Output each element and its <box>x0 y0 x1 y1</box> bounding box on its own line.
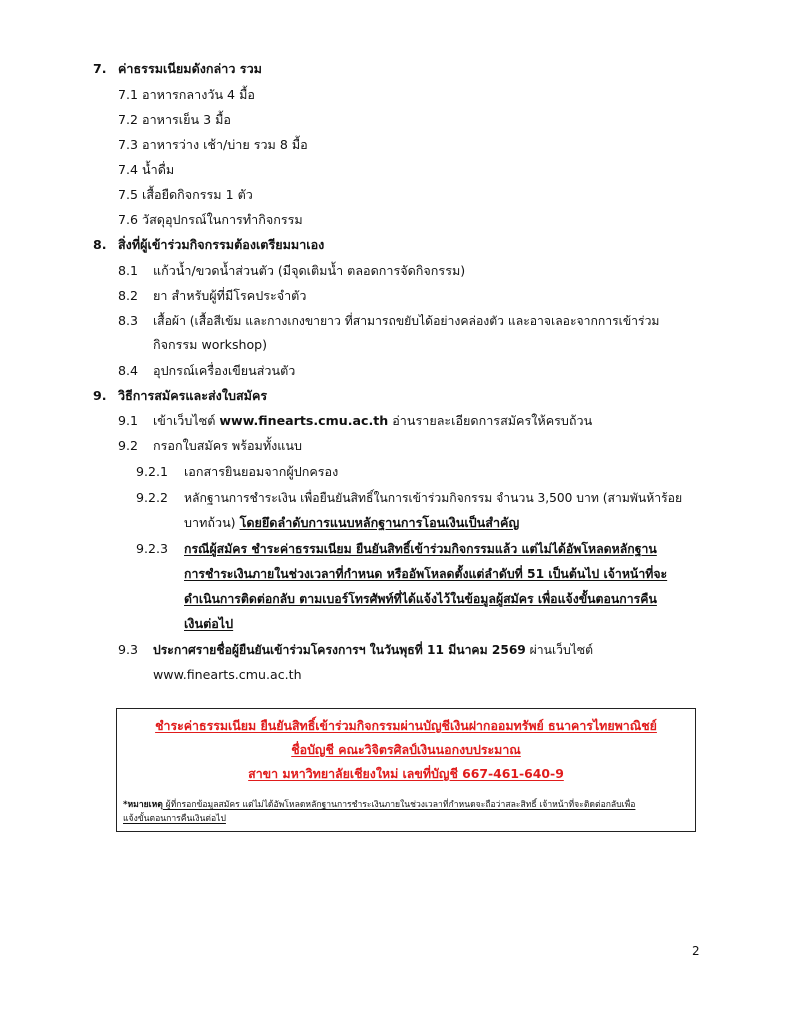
subitem-number: 9.2.1 <box>136 464 169 479</box>
subitem-emphasis-line: กรณีผู้สมัคร ชำระค่าธรรมเนียม ยืนยันสิทธิ์เข้าร่วมกิจกรรมแล้ว แต่ไม่ได้อัพโหลดหลักฐาน <box>184 542 657 556</box>
section-7-item: 7.3 อาหารว่าง เช้า/บ่าย รวม 8 มื้อ <box>118 137 308 152</box>
section-8-item: เสื้อผ้า (เสื้อสีเข้ม และกางเกงขายาว ที่สามารถขยับได้อย่างคล่องตัว และอาจเลอะจากการเข้าร่วม <box>153 314 660 328</box>
section-7-title: ค่าธรรมเนียมดังกล่าว รวม <box>118 61 262 76</box>
section-7-item: 7.1 อาหารกลางวัน 4 มื้อ <box>118 87 255 102</box>
item-number: 9.3 <box>118 642 139 657</box>
payment-line-3: สาขา มหาวิทยาลัยเชียงใหม่ เลขที่บัญชี 667-461-640-9 <box>248 766 564 781</box>
section-9-item-2: กรอกใบสมัคร พร้อมทั้งแนบ <box>153 438 303 453</box>
text: เข้าเว็บไซต์ <box>153 413 220 428</box>
section-9-title: วิธีการสมัครและส่งใบสมัคร <box>118 388 268 403</box>
page-number: 2 <box>692 944 700 958</box>
section-7-item: 7.2 อาหารเย็น 3 มื้อ <box>118 112 231 127</box>
note-label: *หมายเหตุ <box>123 800 163 810</box>
section-7-item: 7.4 น้ำดื่ม <box>118 162 175 177</box>
subitem: หลักฐานการชำระเงิน เพื่อยืนยันสิทธิ์ในการเข้าร่วมกิจกรรม จำนวน 3,500 บาท (สามพันห้าร้อย <box>184 491 683 505</box>
section-9-item-1 <box>153 412 592 430</box>
payment-line-1: ชำระค่าธรรมเนียม ยืนยันสิทธิ์เข้าร่วมกิจกรรมผ่านบัญชีเงินฝากออมทรัพย์ ธนาคารไทยพาณิชย์ <box>155 718 657 733</box>
item-number: 8.2 <box>118 288 139 303</box>
text: ผ่านเว็บไซต์ <box>525 643 594 657</box>
item-number: 8.3 <box>118 313 139 328</box>
section-7-number: 7. <box>93 61 107 76</box>
website-link[interactable]: www.finearts.cmu.ac.th <box>219 413 389 428</box>
section-8-item: ยา สำหรับผู้ที่มีโรคประจำตัว <box>153 288 307 303</box>
subitem: เอกสารยินยอมจากผู้ปกครอง <box>184 464 339 479</box>
subitem-emphasis-line: เงินต่อไป <box>184 616 234 631</box>
subitem-continued <box>184 514 519 532</box>
section-7-item: 7.6 วัสดุอุปกรณ์ในการทำกิจกรรม <box>118 212 303 227</box>
payment-line-2: ชื่อบัญชี คณะวิจิตรศิลป์เงินนอกงบประมาณ <box>291 742 521 757</box>
item-number: 9.2 <box>118 438 139 453</box>
section-8-item: แก้วน้ำ/ขวดน้ำส่วนตัว (มีจุดเติมน้ำ ตลอดการจัดกิจกรรม) <box>153 263 466 278</box>
item-number: 8.1 <box>118 263 139 278</box>
section-8-item: อุปกรณ์เครื่องเขียนส่วนตัว <box>153 363 296 378</box>
item-number: 9.1 <box>118 413 139 428</box>
section-9-item-3 <box>153 641 593 659</box>
note-line-1 <box>123 799 635 812</box>
text: บาทถ้วน) <box>184 515 240 530</box>
section-8-number: 8. <box>93 237 107 252</box>
section-7-item: 7.5 เสื้อยืดกิจกรรม 1 ตัว <box>118 187 253 202</box>
website-link[interactable]: www.finearts.cmu.ac.th <box>153 667 302 682</box>
announcement-text: ประกาศรายชื่อผู้ยืนยันเข้าร่วมโครงการฯ ในวันพุธที่ 11 มีนาคม 2569 <box>153 643 526 657</box>
section-9-number: 9. <box>93 388 107 403</box>
subitem-emphasis-line: การชำระเงินภายในช่วงเวลาที่กำหนด หรืออัพโหลดตั้งแต่ลำดับที่ 51 เป็นต้นไป เจ้าหน้าที่จะ <box>184 567 668 581</box>
emphasis-text: โดยยึดลำดับการแนบหลักฐานการโอนเงินเป็นสำคัญ <box>239 515 520 530</box>
note-line-2: แจ้งขั้นตอนการคืนเงินต่อไป <box>123 814 226 824</box>
subitem-emphasis-line: ดำเนินการติดต่อกลับ ตามเบอร์โทรศัพท์ที่ได้แจ้งไว้ในข้อมูลผู้สมัคร เพื่อแจ้งขั้นตอนการคืน <box>184 592 657 606</box>
subitem-number: 9.2.2 <box>136 490 169 505</box>
payment-info-box <box>116 708 696 832</box>
section-8-title: สิ่งที่ผู้เข้าร่วมกิจกรรมต้องเตรียมมาเอง <box>118 237 325 252</box>
note-text: ผู้ที่กรอกข้อมูลสมัคร แต่ไม่ได้อัพโหลดหลักฐานการชำระเงินภายในช่วงเวลาที่กำหนดจะถือว่าสละสิทธิ์ เจ้าหน้าที่จะติดต่อกลับเพื่อ <box>162 800 636 810</box>
item-number: 8.4 <box>118 363 139 378</box>
text: อ่านรายละเอียดการสมัครให้ครบถ้วน <box>388 413 593 428</box>
subitem-number: 9.2.3 <box>136 541 169 556</box>
section-8-item-continued: กิจกรรม workshop) <box>153 337 268 352</box>
